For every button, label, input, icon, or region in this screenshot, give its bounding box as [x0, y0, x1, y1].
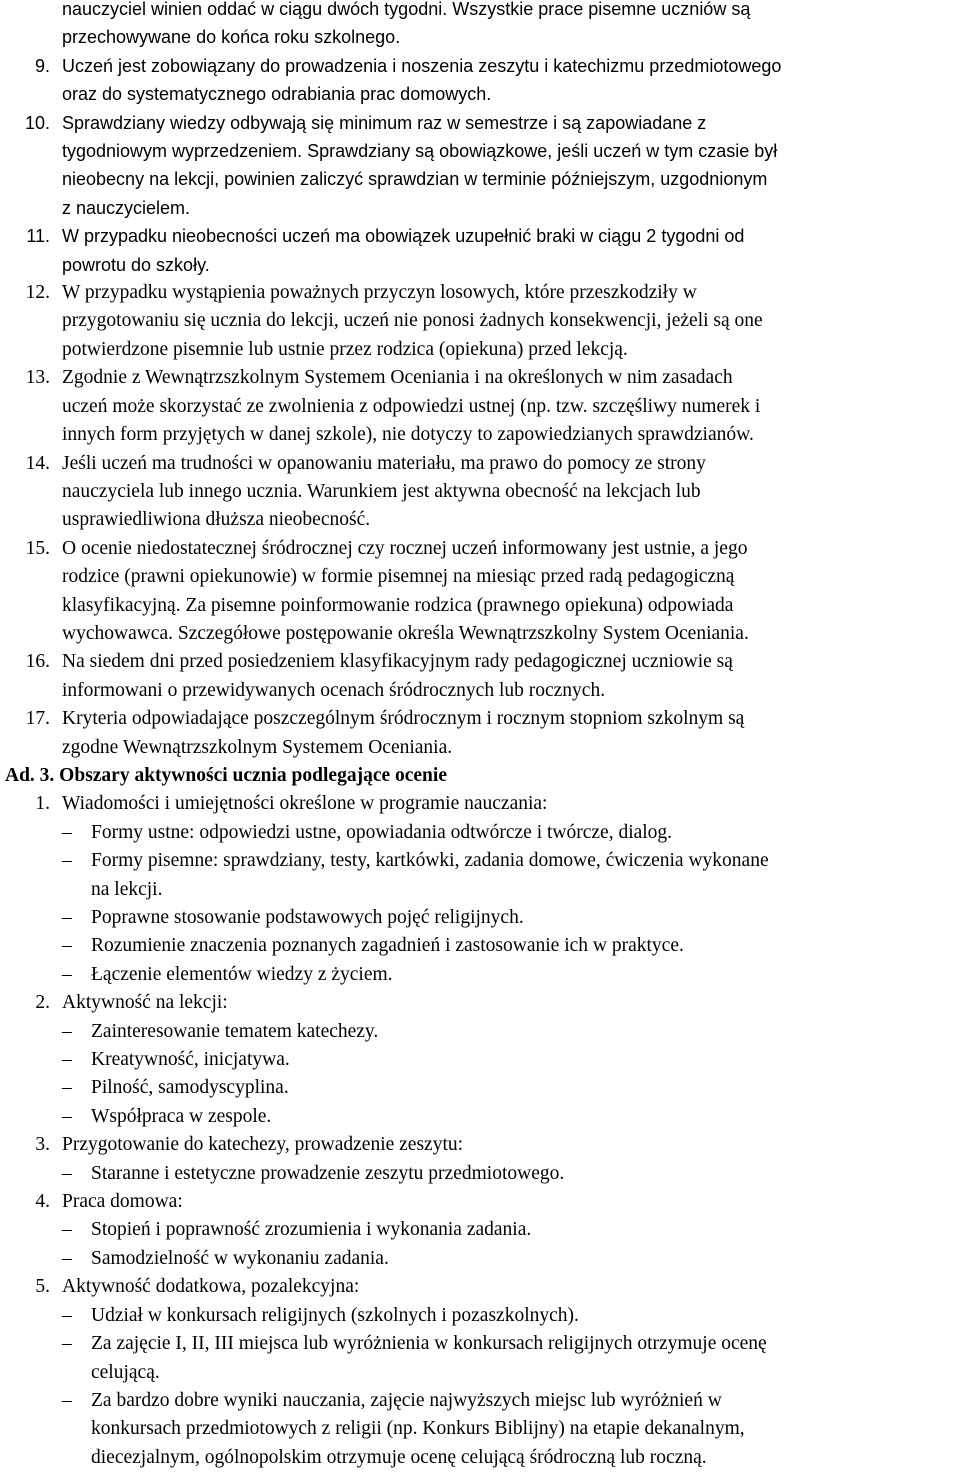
text-line: powrotu do szkoły. — [62, 254, 210, 275]
text-line: rodzice (prawni opiekunowie) w formie pisemnej na miesiąc przed radą pedagogiczną — [62, 566, 735, 588]
text-line: oraz do systematycznego odrabiania prac domowych. — [62, 84, 492, 105]
bullet-item — [0, 904, 960, 932]
area-2 — [0, 989, 960, 1017]
text-line: przygotowaniu się ucznia do lekcji, uczeń nie ponosi żadnych konsekwencji, jeżeli są one — [62, 310, 763, 332]
bullet-item — [0, 1160, 960, 1188]
text-line: Rozumienie znaczenia poznanych zagadnień i zastosowanie ich w praktyce. — [91, 935, 684, 957]
area-4 — [0, 1188, 960, 1216]
text-line: celującą. — [91, 1361, 160, 1383]
text-line: informowani o przewidywanych ocenach śródrocznych lub rocznych. — [62, 679, 606, 701]
text-line: konkursach przedmiotowych z religii (np. Konkurs Biblijny) na etapie dekanalnym, — [91, 1418, 745, 1440]
dash-bullet: – — [62, 821, 72, 843]
text-line: O ocenie niedostatecznej śródrocznej czy rocznej uczeń informowany jest ustnie, a jego — [62, 537, 748, 559]
rule-number: 14. — [25, 452, 50, 474]
text-line: nauczyciela lub innego ucznia. Warunkiem jest aktywna obecność na lekcjach lub — [62, 480, 701, 502]
area-title: Aktywność na lekcji: — [62, 992, 228, 1014]
bullet-item — [0, 1387, 960, 1472]
dash-bullet: – — [62, 1077, 72, 1099]
bullet-item — [0, 1302, 960, 1330]
text-line: z nauczycielem. — [62, 197, 191, 218]
text-line: W przypadku wystąpienia poważnych przyczyn losowych, które przeszkodziły w — [62, 282, 697, 304]
dash-bullet: – — [62, 850, 72, 872]
bullet-item — [0, 1245, 960, 1273]
text-line: Stopień i poprawność zrozumienia i wykonania zadania. — [91, 1219, 532, 1241]
bullet-item — [0, 1018, 960, 1046]
rule-number: 11. — [26, 226, 50, 247]
text-line: nauczyciel winien oddać w ciągu dwóch tygodni. Wszystkie prace pisemne uczniów są — [62, 0, 751, 19]
bullet-item — [0, 961, 960, 989]
dash-bullet: – — [62, 1162, 72, 1184]
text-line: Kryteria odpowiadające poszczególnym śródrocznym i rocznym stopniom szkolnym są — [62, 708, 745, 730]
text-line: Współpraca w zespole. — [91, 1105, 272, 1127]
bullet-item — [0, 1216, 960, 1244]
bullet-item — [0, 1330, 960, 1387]
text-line: Staranne i estetyczne prowadzenie zeszytu przedmiotowego. — [91, 1162, 565, 1184]
rule-number: 13. — [25, 367, 50, 389]
area-number: 5. — [35, 1276, 50, 1298]
rule-10 — [0, 109, 960, 223]
section-heading: Ad. 3. Obszary aktywności ucznia podlegające ocenie — [5, 764, 447, 786]
rule-number: 15. — [25, 537, 50, 559]
area-number: 2. — [35, 992, 50, 1014]
rule-number: 10. — [24, 112, 50, 133]
text-line: przechowywane do końca roku szkolnego. — [62, 27, 401, 48]
text-line: uczeń może skorzystać ze zwolnienia z odpowiedzi ustnej (np. tzw. szczęśliwy numerek i — [62, 395, 761, 417]
area-title: Aktywność dodatkowa, pozalekcyjna: — [62, 1276, 360, 1298]
text-line: tygodniowym wyprzedzeniem. Sprawdziany są obowiązkowe, jeśli uczeń w tym czasie był — [62, 141, 778, 162]
text-line: klasyfikacyjną. Za pisemne poinformowanie rodzica (prawnego opiekuna) odpowiada — [62, 594, 734, 616]
text-line: Za zajęcie I, II, III miejsca lub wyróżnienia w konkursach religijnych otrzymuje ocenę — [91, 1333, 767, 1355]
text-line: Zgodnie z Wewnątrzszkolnym Systemem Oceniania i na określonych w nim zasadach — [62, 367, 733, 389]
text-line: Samodzielność w wykonaniu zadania. — [91, 1247, 389, 1269]
text-line: Sprawdziany wiedzy odbywają się minimum raz w semestrze i są zapowiadane z — [62, 112, 707, 133]
text-line: Za bardzo dobre wyniki nauczania, zajęcie najwyższych miejsc lub wyróżnień w — [91, 1389, 722, 1411]
rule-number: 17. — [25, 708, 50, 730]
text-line: Na siedem dni przed posiedzeniem klasyfikacyjnym rady pedagogicznej uczniowie są — [62, 651, 733, 673]
bullet-item — [0, 819, 960, 847]
text-line: Udział w konkursach religijnych (szkolnych i pozaszkolnych). — [91, 1304, 579, 1326]
text-line: Kreatywność, inicjatywa. — [91, 1049, 290, 1071]
area-number: 3. — [35, 1134, 50, 1156]
text-line: na lekcji. — [91, 878, 163, 900]
text-line: Poprawne stosowanie podstawowych pojęć religijnych. — [91, 907, 524, 928]
dash-bullet: – — [62, 1020, 72, 1042]
rule-9 — [0, 52, 960, 109]
dash-bullet: – — [62, 1219, 72, 1241]
area-1 — [0, 790, 960, 818]
bullet-item — [0, 1074, 960, 1102]
dash-bullet: – — [62, 1389, 72, 1411]
area-title: Wiadomości i umiejętności określone w programie nauczania: — [62, 793, 548, 815]
area-number: 4. — [35, 1191, 50, 1213]
area-3 — [0, 1131, 960, 1159]
rule-14 — [0, 450, 960, 535]
rule-15 — [0, 535, 960, 649]
dash-bullet: – — [62, 1049, 72, 1071]
bullet-item — [0, 932, 960, 960]
dash-bullet: – — [62, 1105, 72, 1127]
text-line: Formy ustne: odpowiedzi ustne, opowiadania odtwórcze i twórcze, dialog. — [91, 821, 673, 843]
rule-number: 9. — [34, 55, 50, 76]
text-line: Pilność, samodyscyplina. — [91, 1077, 289, 1099]
bullet-item — [0, 847, 960, 904]
text-line: potwierdzone pisemnie lub ustnie przez rodzica (opiekuna) przed lekcją. — [62, 338, 628, 360]
text-line: W przypadku nieobecności uczeń ma obowiązek uzupełnić braki w ciągu 2 tygodni od — [62, 226, 745, 247]
dash-bullet: – — [62, 1304, 72, 1326]
area-title: Praca domowa: — [62, 1191, 183, 1213]
rule-12 — [0, 279, 960, 364]
area-number: 1. — [35, 793, 50, 815]
dash-bullet: – — [62, 963, 72, 985]
area-5 — [0, 1273, 960, 1301]
rule-number: 12. — [25, 282, 50, 304]
text-line: innych form przyjętych w danej szkole), nie dotyczy to zapowiedzianych sprawdzianów. — [62, 424, 754, 446]
dash-bullet: – — [62, 935, 72, 957]
text-line: Jeśli uczeń ma trudności w opanowaniu materiału, ma prawo do pomocy ze strony — [62, 452, 706, 474]
rule-13 — [0, 364, 960, 449]
text-line: wychowawca. Szczegółowe postępowanie określa Wewnątrzszkolny System Oceniania. — [62, 622, 749, 644]
text-line: Zainteresowanie tematem katechezy. — [91, 1020, 379, 1042]
text-line: Łączenie elementów wiedzy z życiem. — [91, 963, 393, 985]
intro-paragraph — [0, 0, 960, 52]
dash-bullet: – — [62, 1247, 72, 1269]
rule-number: 16. — [25, 651, 50, 673]
text-line: Formy pisemne: sprawdziany, testy, kartkówki, zadania domowe, ćwiczenia wykonane — [91, 850, 769, 872]
rule-16 — [0, 648, 960, 705]
text-line: zgodne Wewnątrzszkolnym Systemem Oceniania. — [62, 736, 453, 758]
text-line: nieobecny na lekcji, powinien zaliczyć sprawdzian w terminie późniejszym, uzgodnionym — [62, 169, 768, 190]
rule-11 — [0, 222, 960, 279]
rule-17 — [0, 705, 960, 762]
text-line: diecezjalnym, ogólnopolskim otrzymuje ocenę celującą śródroczną lub roczną. — [91, 1446, 707, 1468]
dash-bullet: – — [62, 1333, 72, 1355]
text-line: Uczeń jest zobowiązany do prowadzenia i noszenia zeszytu i katechizmu przedmiotowego — [62, 55, 782, 76]
bullet-item — [0, 1046, 960, 1074]
dash-bullet: – — [62, 907, 72, 928]
bullet-item — [0, 1103, 960, 1131]
text-line: usprawiedliwiona dłuższa nieobecność. — [62, 509, 371, 531]
area-title: Przygotowanie do katechezy, prowadzenie zeszytu: — [62, 1134, 464, 1156]
